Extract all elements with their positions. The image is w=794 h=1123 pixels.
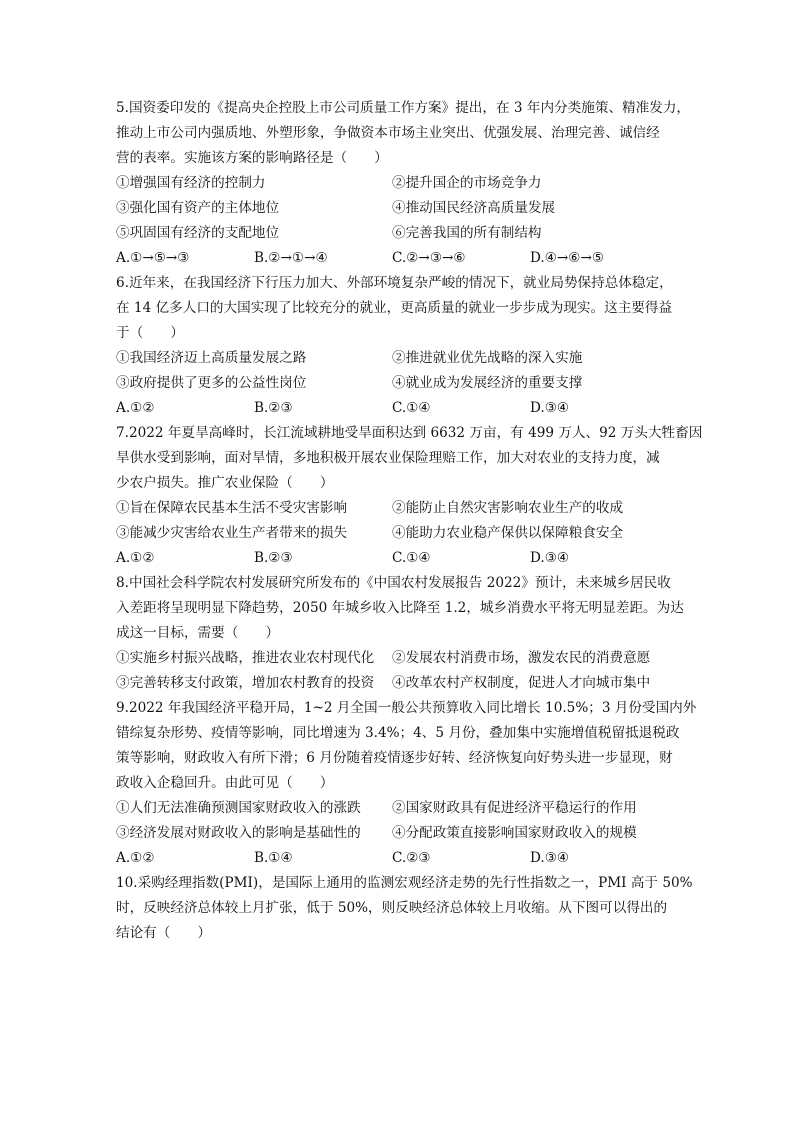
question-5 bbox=[116, 96, 691, 271]
question-6 bbox=[116, 271, 684, 421]
answer-choice[interactable]: D.③④ bbox=[530, 550, 570, 566]
option-grid bbox=[116, 346, 684, 396]
stem-line: 政收入企稳回升。由此可见（ ） bbox=[116, 775, 334, 791]
question-10 bbox=[116, 871, 693, 946]
answer-choice[interactable]: C.①④ bbox=[392, 550, 431, 566]
option-grid bbox=[116, 496, 684, 546]
statement-option: ①旨在保障农民基本生活不受灾害影响 bbox=[116, 500, 348, 516]
answer-choice[interactable]: D.④→⑥→⑤ bbox=[530, 250, 605, 266]
question-stem bbox=[116, 271, 684, 346]
stem-line: 结论有（ ） bbox=[116, 925, 212, 941]
option-grid bbox=[116, 796, 684, 846]
statement-option: ③强化国有资产的主体地位 bbox=[116, 200, 280, 216]
answer-choice[interactable]: C.②→③→⑥ bbox=[392, 250, 466, 266]
question-list bbox=[116, 96, 703, 946]
answer-choices bbox=[116, 246, 684, 271]
answer-choice[interactable]: C.②③ bbox=[392, 850, 431, 866]
question-stem bbox=[116, 696, 697, 796]
statement-option: ②推进就业优先战略的深入实施 bbox=[392, 350, 583, 366]
stem-line: 9.2022 年我国经济平稳开局，1~2 月全国一般公共预算收入同比增长 10.5%；3 月份受国内外 bbox=[116, 700, 697, 716]
stem-line: 推动上市公司内强质地、外塑形象，争做资本市场主业突出、优强发展、治理完善、诚信经 bbox=[116, 125, 660, 141]
question-stem bbox=[116, 96, 691, 171]
answer-choice[interactable]: A.①② bbox=[116, 550, 155, 566]
statement-option: ④就业成为发展经济的重要支撑 bbox=[392, 375, 583, 391]
answer-choice[interactable]: B.②③ bbox=[254, 400, 293, 416]
option-grid bbox=[116, 171, 684, 246]
statement-option: ②国家财政具有促进经济平稳运行的作用 bbox=[392, 800, 637, 816]
stem-line: 错综复杂形势、疫情等影响，同比增速为 3.4%；4、5 月份，叠加集中实施增值税留抵退税政 bbox=[116, 725, 680, 741]
question-stem bbox=[116, 421, 703, 496]
answer-choices bbox=[116, 396, 684, 421]
question-stem bbox=[116, 571, 684, 646]
statement-option: ④推动国民经济高质量发展 bbox=[392, 200, 556, 216]
stem-line: 6.近年来，在我国经济下行压力加大、外部环境复杂严峻的情况下，就业局势保持总体稳定， bbox=[116, 275, 673, 291]
statement-option: ②能防止自然灾害影响农业生产的收成 bbox=[392, 500, 624, 516]
stem-line: 时，反映经济总体较上月扩张，低于 50%，则反映经济总体较上月收缩。从下图可以得出的 bbox=[116, 900, 668, 916]
question-stem bbox=[116, 871, 693, 946]
question-9 bbox=[116, 696, 697, 871]
statement-option: ⑤巩固国有经济的支配地位 bbox=[116, 225, 280, 241]
answer-choice[interactable]: A.①② bbox=[116, 400, 155, 416]
statement-option: ①实施乡村振兴战略，推进农业农村现代化 bbox=[116, 650, 375, 666]
stem-line: 8.中国社会科学院农村发展研究所发布的《中国农村发展报告 2022》预计，未来城乡居民收 bbox=[116, 575, 671, 591]
stem-line: 旱供水受到影响，面对旱情，多地积极开展农业保险理赔工作，加大对农业的支持力度，减 bbox=[116, 450, 660, 466]
stem-line: 策等影响，财政收入有所下滑；6 月份随着疫情逐步好转、经济恢复向好势头进一步显现，财 bbox=[116, 750, 673, 766]
answer-choices bbox=[116, 546, 684, 571]
statement-option: ①我国经济迈上高质量发展之路 bbox=[116, 350, 307, 366]
statement-option: ②提升国企的市场竞争力 bbox=[392, 175, 542, 191]
statement-option: ③完善转移支付政策，增加农村教育的投资 bbox=[116, 675, 375, 691]
statement-option: ④改革农村产权制度，促进人才向城市集中 bbox=[392, 675, 651, 691]
answer-choice[interactable]: D.③④ bbox=[530, 850, 570, 866]
answer-choice[interactable]: B.②③ bbox=[254, 550, 293, 566]
stem-line: 入差距将呈现明显下降趋势，2050 年城乡收入比降至 1.2，城乡消费水平将无明显差距。为达 bbox=[116, 600, 684, 616]
statement-option: ②发展农村消费市场，激发农民的消费意愿 bbox=[392, 650, 651, 666]
question-8 bbox=[116, 571, 684, 696]
answer-choice[interactable]: D.③④ bbox=[530, 400, 570, 416]
answer-choice[interactable]: C.①④ bbox=[392, 400, 431, 416]
stem-line: 于（ ） bbox=[116, 325, 184, 341]
answer-choice[interactable]: B.①④ bbox=[254, 850, 293, 866]
answer-choice[interactable]: A.①② bbox=[116, 850, 155, 866]
stem-line: 少农户损失。推广农业保险（ ） bbox=[116, 475, 334, 491]
stem-line: 10.采购经理指数(PMI)，是国际上通用的监测宏观经济走势的先行性指数之一，PMI 高于 50% bbox=[116, 875, 693, 891]
option-grid bbox=[116, 646, 684, 696]
answer-choice[interactable]: B.②→①→④ bbox=[254, 250, 328, 266]
stem-line: 在 14 亿多人口的大国实现了比较充分的就业，更高质量的就业一步步成为现实。这主要得益 bbox=[116, 300, 673, 316]
statement-option: ④分配政策直接影响国家财政收入的规模 bbox=[392, 825, 637, 841]
stem-line: 5.国资委印发的《提高央企控股上市公司质量工作方案》提出，在 3 年内分类施策、精准发力， bbox=[116, 100, 691, 116]
statement-option: ③政府提供了更多的公益性岗位 bbox=[116, 375, 307, 391]
question-7 bbox=[116, 421, 703, 571]
answer-choices bbox=[116, 846, 684, 871]
statement-option: ①人们无法准确预测国家财政收入的涨跌 bbox=[116, 800, 361, 816]
statement-option: ③能减少灾害给农业生产者带来的损失 bbox=[116, 525, 348, 541]
answer-choice[interactable]: A.①→⑤→③ bbox=[116, 250, 190, 266]
stem-line: 营的表率。实施该方案的影响路径是（ ） bbox=[116, 150, 388, 166]
statement-option: ④能助力农业稳产保供以保障粮食安全 bbox=[392, 525, 624, 541]
statement-option: ①增强国有经济的控制力 bbox=[116, 175, 266, 191]
statement-option: ③经济发展对财政收入的影响是基础性的 bbox=[116, 825, 361, 841]
stem-line: 成这一目标，需要（ ） bbox=[116, 625, 280, 641]
statement-option: ⑥完善我国的所有制结构 bbox=[392, 225, 542, 241]
stem-line: 7.2022 年夏旱高峰时，长江流域耕地受旱面积达到 6632 万亩，有 499 万人、92 万头大牲畜因 bbox=[116, 425, 703, 441]
